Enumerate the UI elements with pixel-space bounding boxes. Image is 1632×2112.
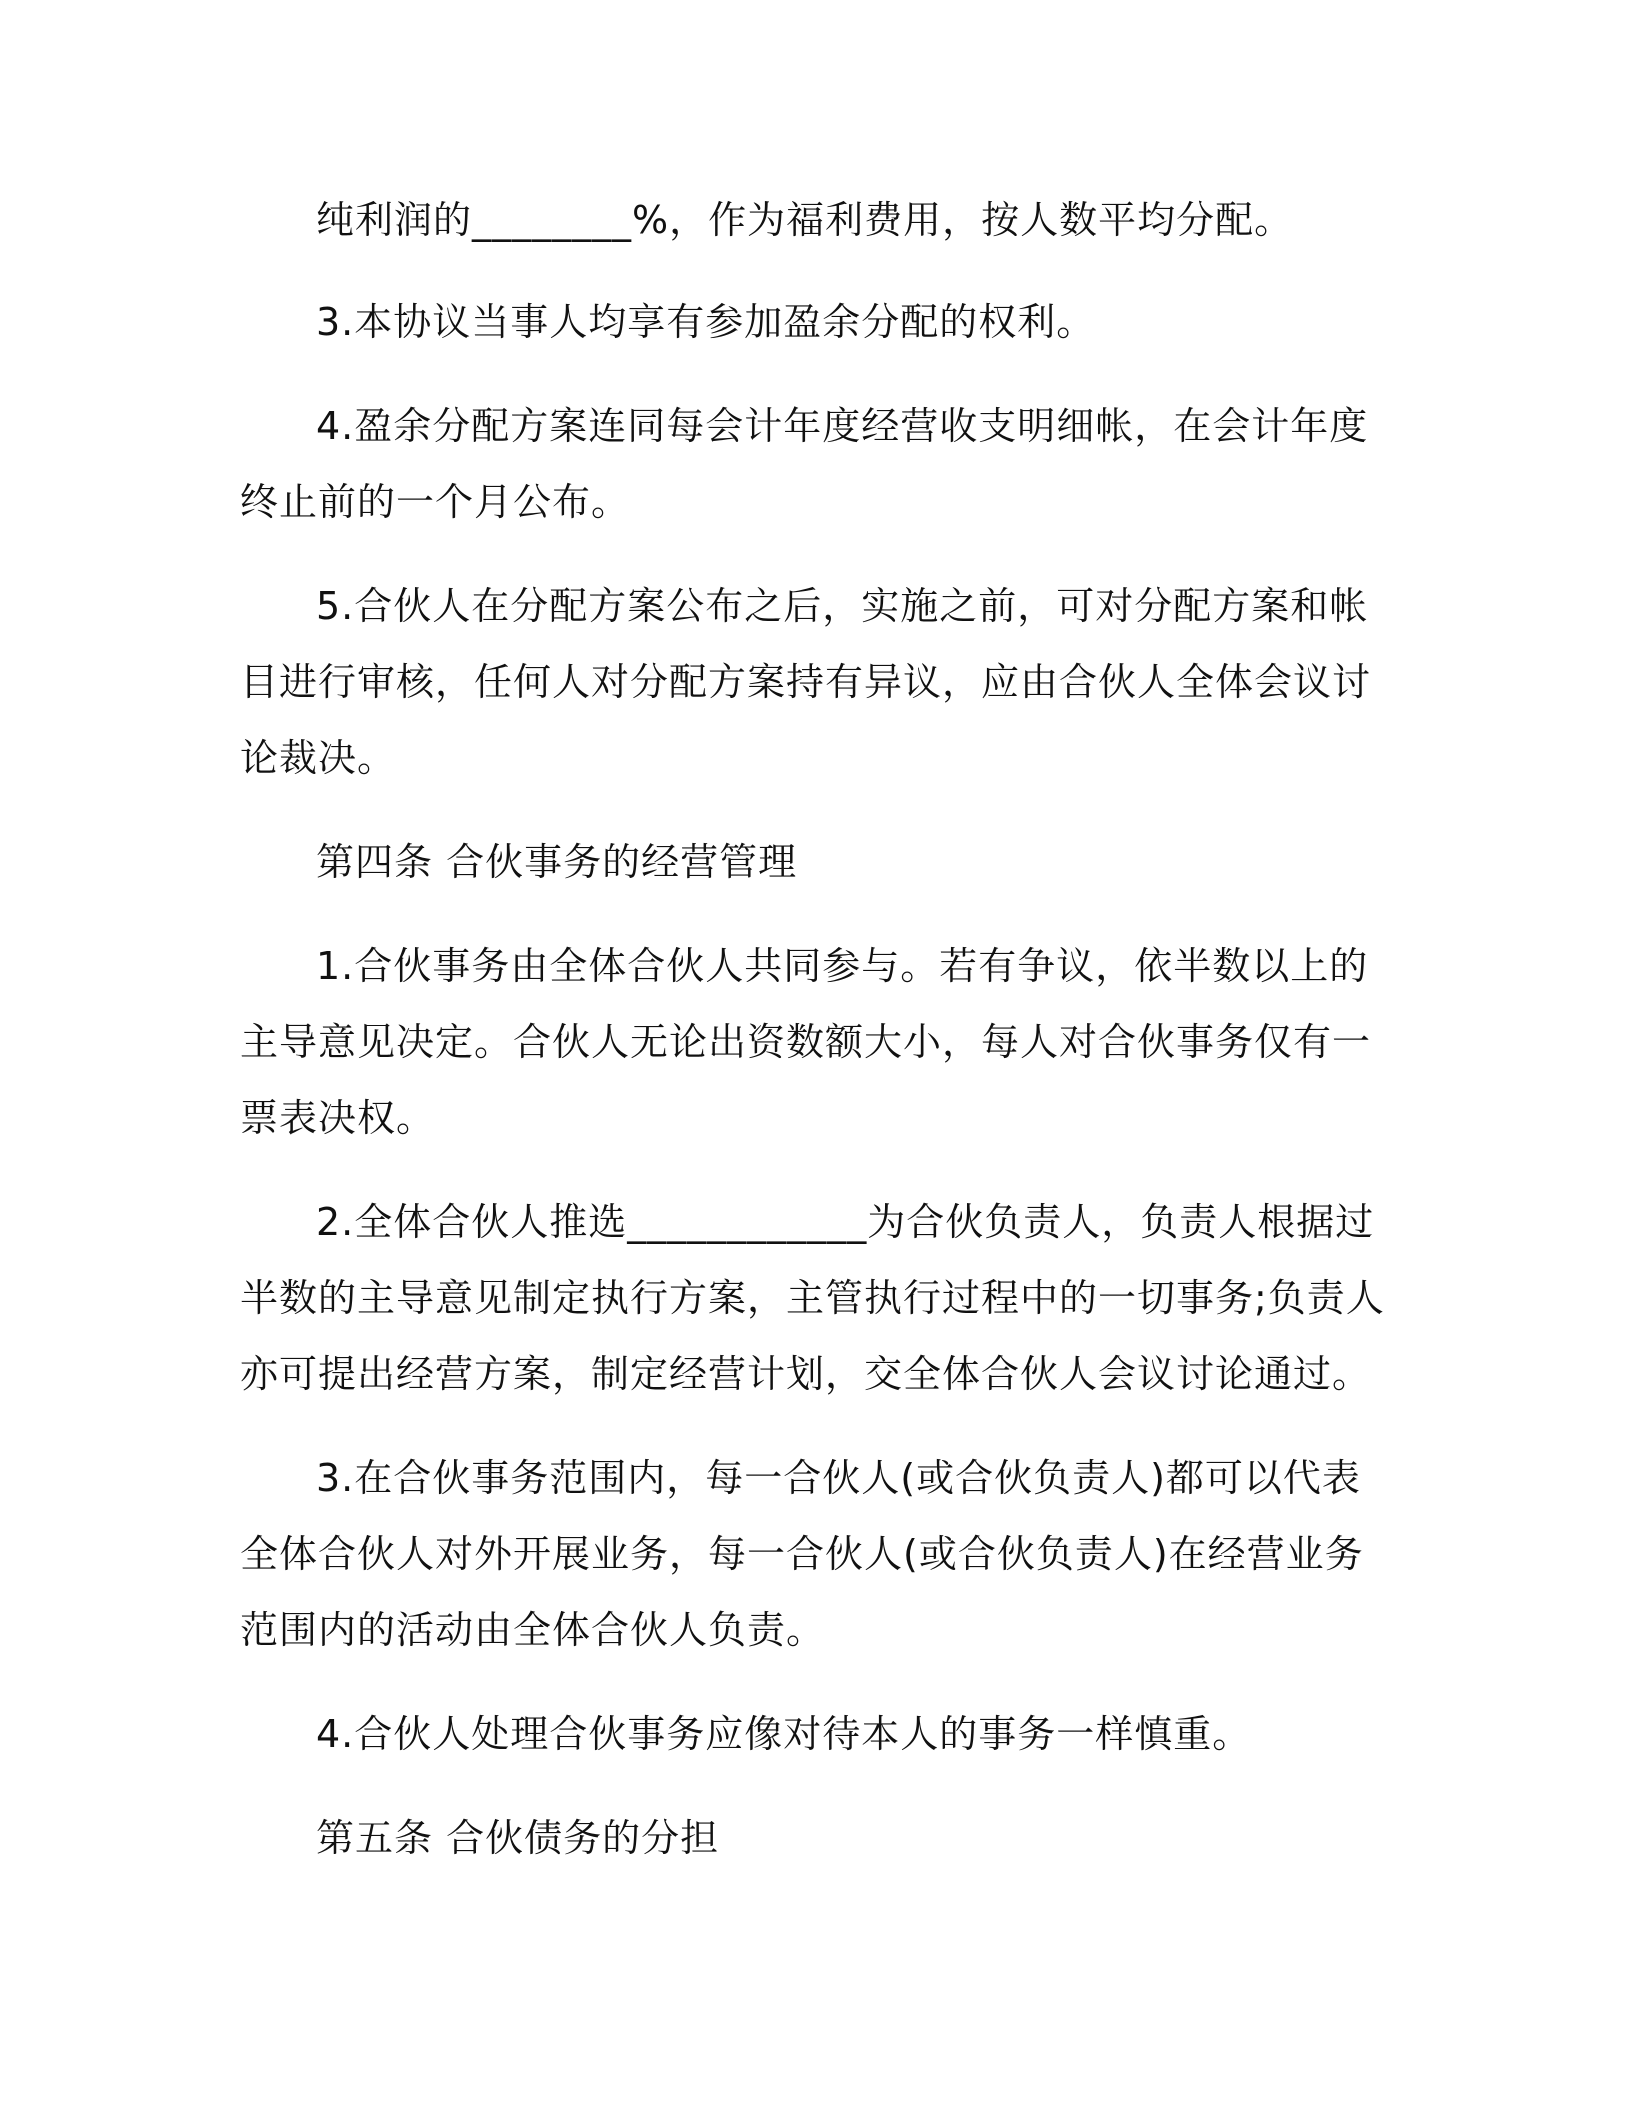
paragraph-1-joint-participation: 1.合伙事务由全体合伙人共同参与。若有争议，依半数以上的主导意见决定。合伙人无论出资数额大小，每人对合伙事务仅有一票表决权。 bbox=[240, 944, 1372, 1140]
document-body bbox=[240, 182, 1390, 1904]
paragraph-3-distribution-right: 3.本协议当事人均享有参加盈余分配的权利。 bbox=[316, 300, 1096, 344]
paragraph-profit-welfare: 纯利润的________%，作为福利费用，按人数平均分配。 bbox=[316, 198, 1294, 242]
paragraph-4-prudent-handling: 4.合伙人处理合伙事务应像对待本人的事务一样慎重。 bbox=[316, 1712, 1252, 1756]
section-heading-article-4: 第四条 合伙事务的经营管理 bbox=[316, 840, 798, 884]
paragraph-2-elect-manager: 2.全体合伙人推选____________为合伙负责人，负责人根据过半数的主导意见制定执行方案，主管执行过程中的一切事务;负责人亦可提出经营方案，制定经营计划，交全体合伙人会议讨论通过。 bbox=[240, 1200, 1385, 1396]
paragraph-5-review-objection: 5.合伙人在分配方案公布之后，实施之前，可对分配方案和帐目进行审核，任何人对分配方案持有异议，应由合伙人全体会议讨论裁决。 bbox=[240, 584, 1372, 780]
section-heading-article-5: 第五条 合伙债务的分担 bbox=[316, 1816, 720, 1860]
paragraph-3-represent-partners: 3.在合伙事务范围内，每一合伙人(或合伙负责人)都可以代表全体合伙人对外开展业务，每一合伙人(或合伙负责人)在经营业务范围内的活动由全体合伙人负责。 bbox=[240, 1456, 1364, 1652]
paragraph-4-plan-announcement: 4.盈余分配方案连同每会计年度经营收支明细帐，在会计年度终止前的一个月公布。 bbox=[240, 404, 1369, 524]
